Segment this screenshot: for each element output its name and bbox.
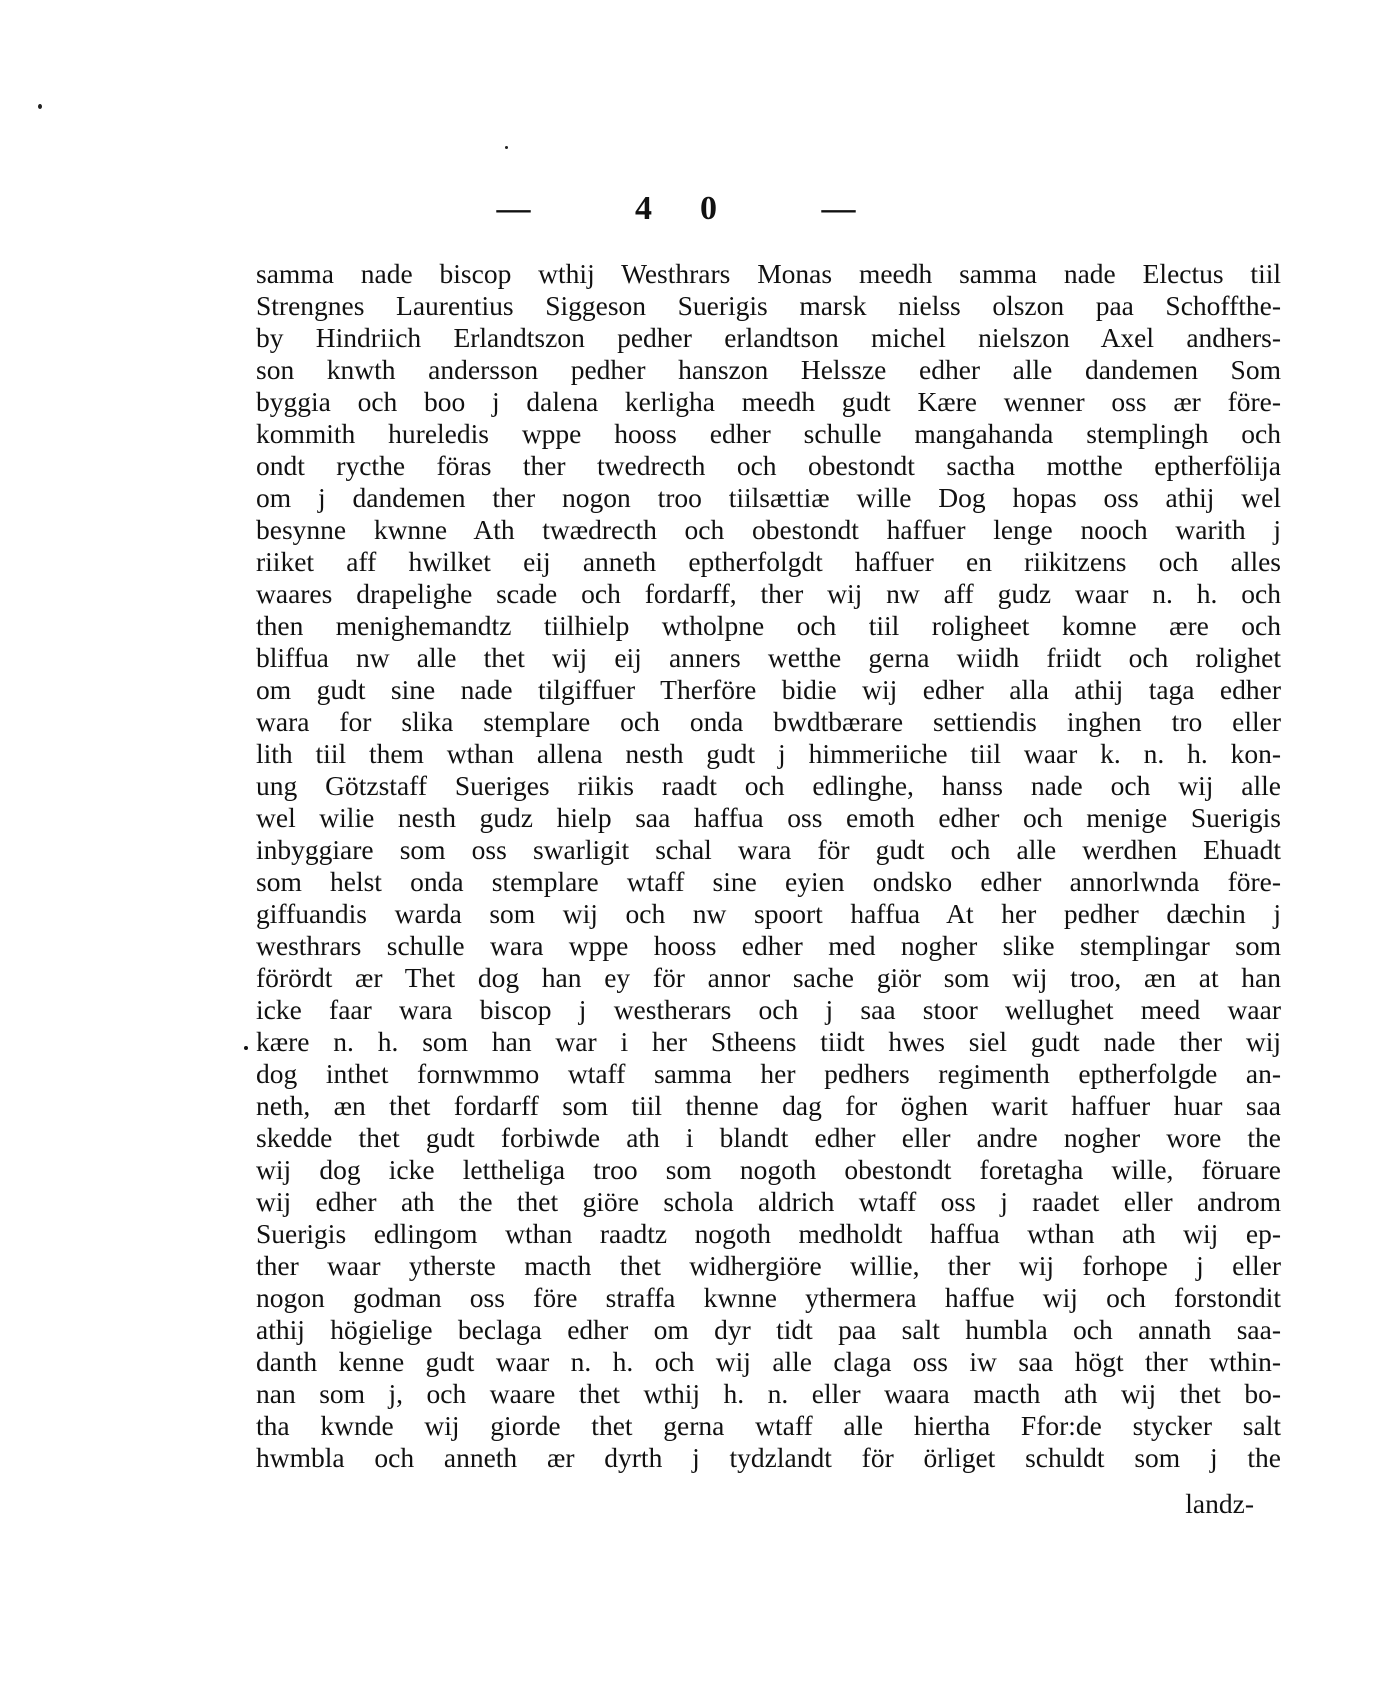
text-line: om j dandemen ther nogon troo tiilsættiæ wille Dog hopas oss athij wel (256, 482, 1281, 513)
page-number: 40 (635, 190, 765, 227)
text-line: nogon godman oss före straffa kwnne ythermera haffue wij och forstondit (256, 1282, 1281, 1313)
text-line: by Hindriich Erlandtszon pedher erlandtson michel nielszon Axel andhers- (256, 322, 1281, 353)
text-line: wara for slika stemplare och onda bwdtbærare settiendis inghen tro eller (256, 706, 1281, 737)
margin-dot (244, 1046, 248, 1050)
text-line: bliffua nw alle thet wij eij anners wetthe gerna wiidh friidt och rolighet (256, 642, 1281, 673)
text-line: kommith hureledis wppe hooss edher schulle mangahanda stemplingh och (256, 418, 1281, 449)
text-line: waares drapelighe scade och fordarff, ther wij nw aff gudz waar n. h. och (256, 578, 1281, 609)
text-line: icke faar wara biscop j westherars och j saa stoor wellughet meed waar (256, 994, 1281, 1025)
text-line: Strengnes Laurentius Siggeson Suerigis marsk nielss olszon paa Schoffthe- (256, 290, 1281, 321)
text-body (256, 258, 1281, 1474)
text-line: son knwth andersson pedher hanszon Helssze edher alle dandemen Som (256, 354, 1281, 385)
text-line: nan som j, och waare thet wthij h. n. eller waara macth ath wij thet bo- (256, 1378, 1281, 1409)
text-line: besynne kwnne Ath twædrecth och obestondt haffuer lenge nooch warith j (256, 514, 1281, 545)
text-line: byggia och boo j dalena kerligha meedh gudt Kære wenner oss ær före- (256, 386, 1281, 417)
text-line: tha kwnde wij giorde thet gerna wtaff alle hiertha Ffor:de stycker salt (256, 1410, 1281, 1441)
text-line: ther waar ytherste macth thet widhergiöre willie, ther wij forhope j eller (256, 1250, 1281, 1281)
text-line: Suerigis edlingom wthan raadtz nogoth medholdt haffua wthan ath wij ep- (256, 1218, 1281, 1249)
text-line: wij edher ath the thet giöre schola aldrich wtaff oss j raadet eller androm (256, 1186, 1281, 1217)
text-line: ung Götzstaff Sueriges riikis raadt och edlinghe, hanss nade och wij alle (256, 770, 1281, 801)
text-line: samma nade biscop wthij Westhrars Monas meedh samma nade Electus tiil (256, 258, 1281, 289)
stray-ink-mark (38, 104, 42, 109)
text-line: wel wilie nesth gudz hielp saa haffua oss emoth edher och menige Suerigis (256, 802, 1281, 833)
text-line: danth kenne gudt waar n. h. och wij alle claga oss iw saa högt ther wthin- (256, 1346, 1281, 1377)
text-line: förördt ær Thet dog han ey för annor sache giör som wij troo, æn at han (256, 962, 1281, 993)
text-line: giffuandis warda som wij och nw spoort haffua At her pedher dæchin j (256, 898, 1281, 929)
text-line: skedde thet gudt forbiwde ath i blandt edher eller andre nogher wore the (256, 1122, 1281, 1153)
text-line: dog inthet fornwmmo wtaff samma her pedhers regimenth eptherfolgde an- (256, 1058, 1281, 1089)
text-line: athij högielige beclaga edher om dyr tidt paa salt humbla och annath saa- (256, 1314, 1281, 1345)
page-header (0, 190, 1400, 228)
text-line: then menighemandtz tiilhielp wtholpne och tiil roligheet komne ære och (256, 610, 1281, 641)
stray-ink-mark (505, 146, 508, 149)
text-line: westhrars schulle wara wppe hooss edher med nogher slike stemplingar som (256, 930, 1281, 961)
text-line: om gudt sine nade tilgiffuer Therföre bidie wij edher alla athij taga edher (256, 674, 1281, 705)
text-line: riiket aff hwilket eij anneth eptherfolgdt haffuer en riikitzens och alles (256, 546, 1281, 577)
text-line: neth, æn thet fordarff som tiil thenne dag for öghen warit haffuer huar saa (256, 1090, 1281, 1121)
text-line: ondt rycthe föras ther twedrecth och obestondt sactha motthe eptherfölija (256, 450, 1281, 481)
text-line: hwmbla och anneth ær dyrth j tydzlandt för örliget schuldt som j the (256, 1442, 1281, 1473)
text-line: inbyggiare som oss swarligit schal wara för gudt och alle werdhen Ehuadt (256, 834, 1281, 865)
text-line: kære n. h. som han war i her Stheens tiidt hwes siel gudt nade ther wij (256, 1026, 1281, 1057)
text-line: wij dog icke lettheliga troo som nogoth obestondt foretagha wille, föruare (256, 1154, 1281, 1185)
catchword: landz- (1185, 1488, 1254, 1519)
header-left-dash: — (496, 190, 579, 227)
header-right-dash: — (821, 190, 904, 227)
text-line: som helst onda stemplare wtaff sine eyien ondsko edher annorlwnda före- (256, 866, 1281, 897)
text-line: lith tiil them wthan allena nesth gudt j himmeriiche tiil waar k. n. h. kon- (256, 738, 1281, 769)
